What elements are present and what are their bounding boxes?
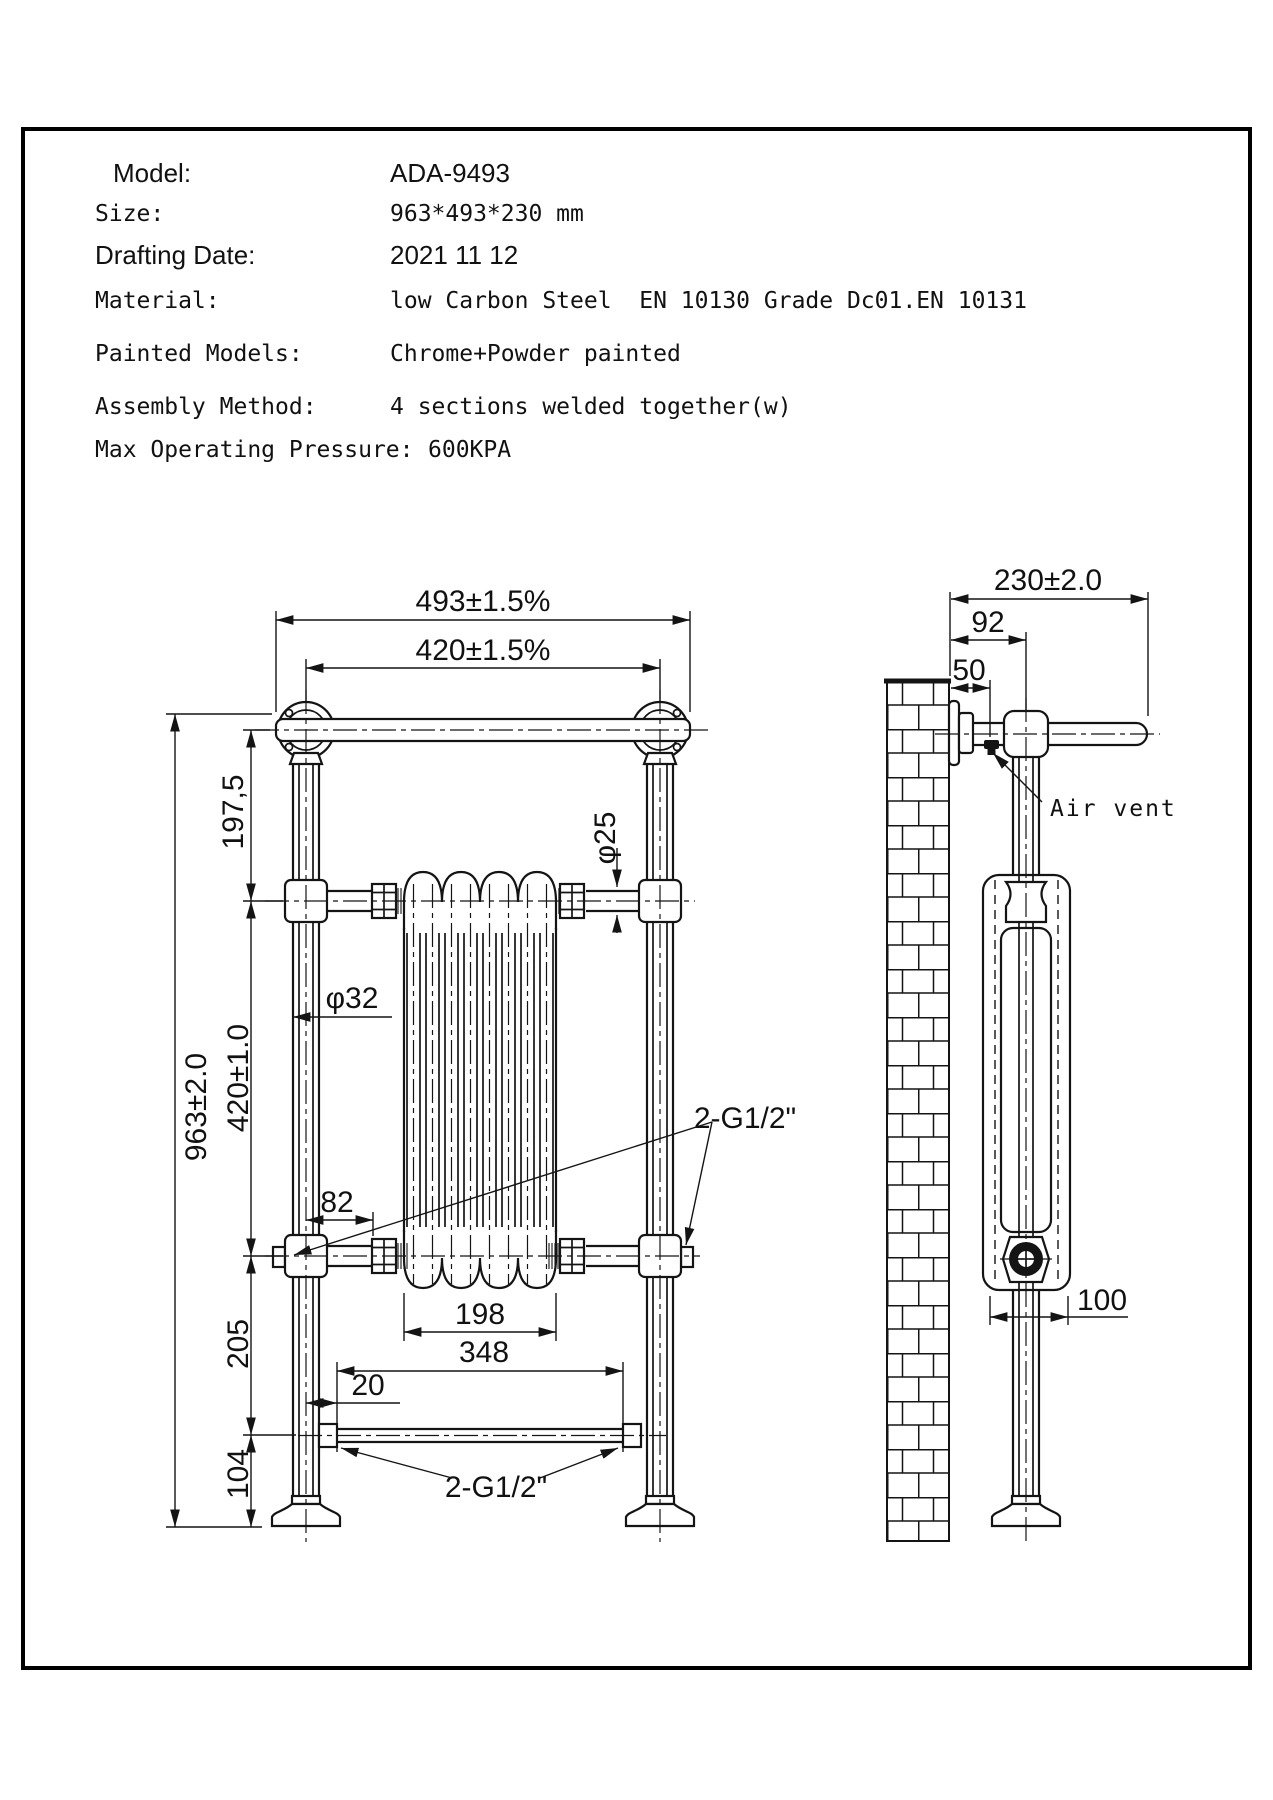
air-vent-valve <box>984 740 999 755</box>
spec-size-label: Size: <box>95 201 165 227</box>
front-top-rail <box>276 702 690 764</box>
label-air-vent: Air vent <box>1050 796 1177 822</box>
spec-paint-label: Painted Models: <box>95 341 303 367</box>
spec-date-label: Drafting Date: <box>95 240 256 270</box>
spec-model-value: ADA-9493 <box>390 158 510 188</box>
side-view <box>884 564 1177 1542</box>
dim-core-width: 198 <box>454 1298 506 1331</box>
wall-section <box>884 681 951 1541</box>
dim-bottom-tube-length: 348 <box>458 1336 510 1369</box>
dim-foot-height: 104 <box>222 1448 255 1500</box>
dim-tube-centers: 420±1.0 <box>222 1023 255 1133</box>
dim-core-offset: 82 <box>320 1186 354 1219</box>
label-mid-connections: 2-G1/2" <box>693 1102 797 1135</box>
side-top-tube <box>949 701 1147 765</box>
spec-size-value: 963*493*230 mm <box>390 201 584 227</box>
spec-assembly-label: Assembly Method: <box>95 394 317 420</box>
radiator-core <box>402 872 558 1288</box>
dim-panel-depth: 100 <box>1076 1284 1128 1317</box>
dim-top-drop: 197,5 <box>217 774 250 850</box>
spec-date-value: 2021 11 12 <box>390 240 519 270</box>
dim-lower-drop: 205 <box>222 1318 255 1370</box>
dim-bottom-tube-offset: 20 <box>351 1369 385 1402</box>
spec-material-label: Material: <box>95 288 220 314</box>
spec-material-value: low Carbon Steel EN 10130 Grade Dc01.EN 10131 <box>390 288 1027 314</box>
dim-wall-to-column: 92 <box>971 606 1005 639</box>
spec-model-label: Model: <box>113 158 192 188</box>
dim-rail-centers: 420±1.5% <box>415 634 551 667</box>
dim-wall-to-vent: 50 <box>952 654 986 687</box>
spec-assembly-value: 4 sections welded together(w) <box>390 394 792 420</box>
label-bottom-connections: 2-G1/2" <box>444 1471 548 1504</box>
dim-column-diameter: φ32 <box>325 982 379 1015</box>
dim-height-overall: 963±2.0 <box>180 1052 213 1162</box>
spec-paint-value: Chrome+Powder painted <box>390 341 681 367</box>
spec-pressure-value: 600KPA <box>428 437 512 463</box>
dim-width-overall: 493±1.5% <box>415 585 551 618</box>
front-view <box>166 585 796 1542</box>
dim-rail-diameter: φ25 <box>589 811 622 865</box>
dim-depth-overall: 230±2.0 <box>993 564 1103 597</box>
spec-pressure-label: Max Operating Pressure: <box>95 437 414 463</box>
